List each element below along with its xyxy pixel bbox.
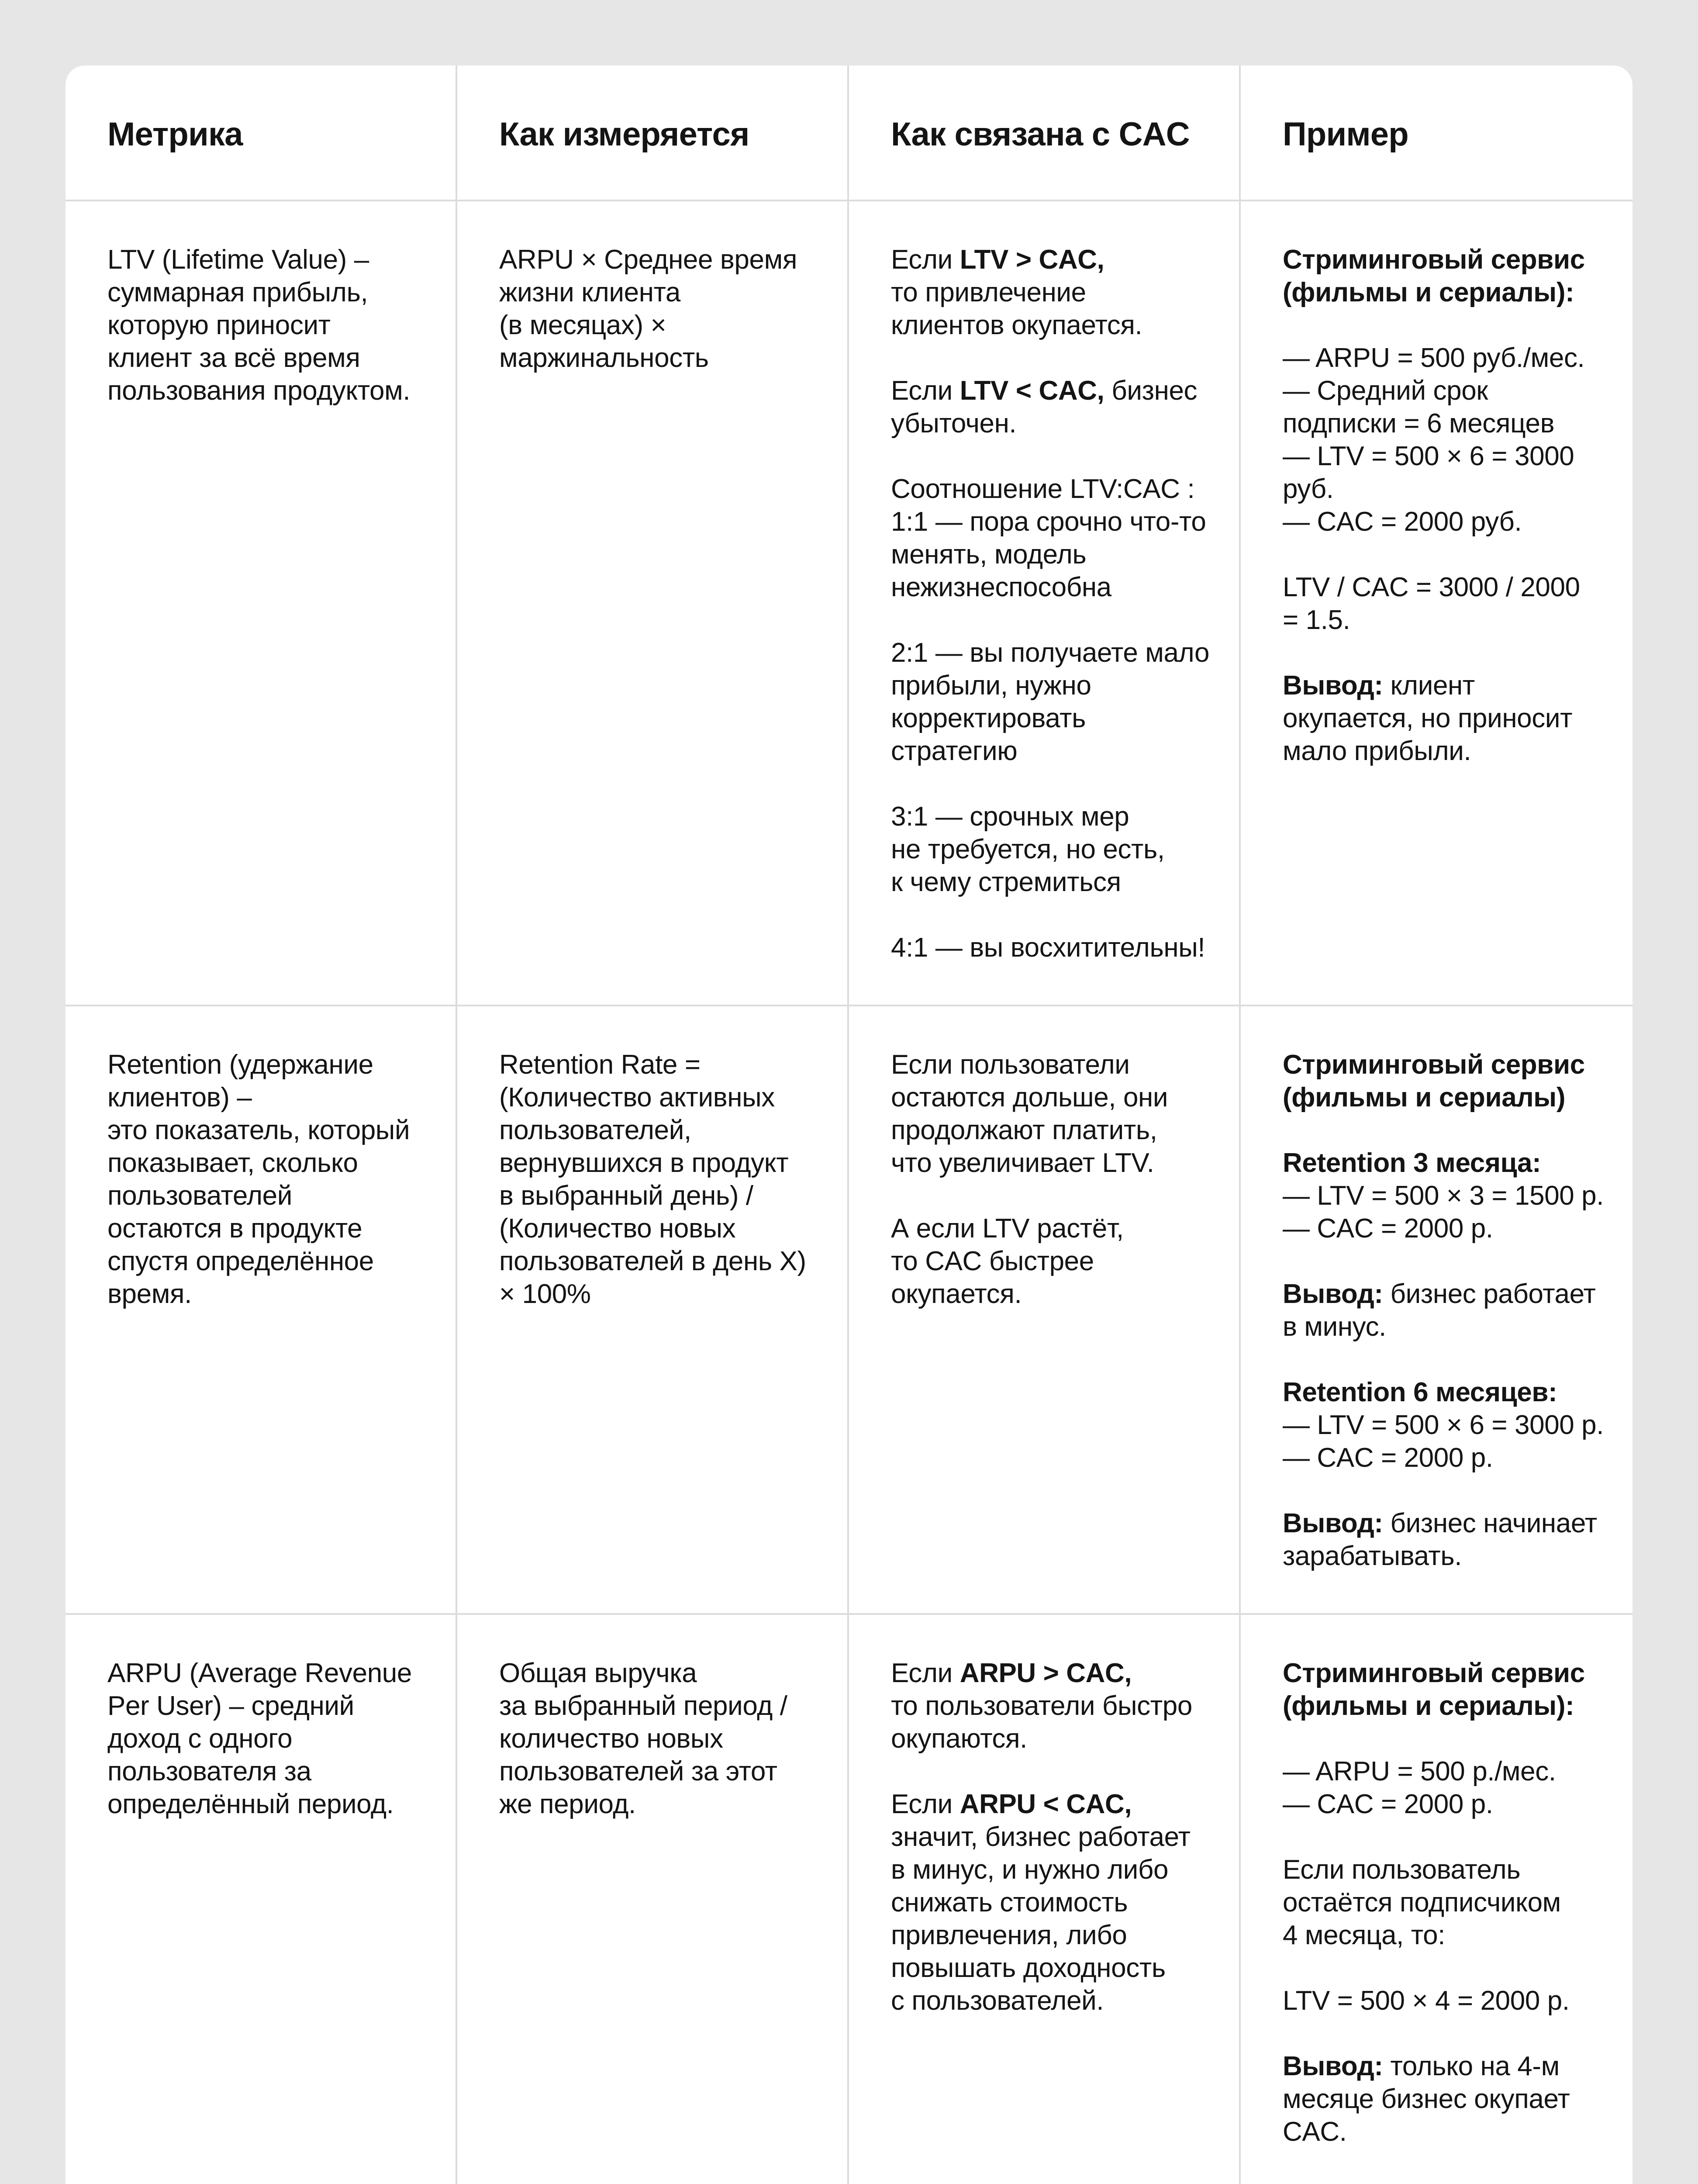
cell-example	[1241, 1006, 1632, 1615]
cell-measure	[457, 201, 849, 1006]
cell-text: ARPU (Average Revenue Per User) – средний доход с одного пользователя за определённый период.	[107, 1658, 412, 1819]
paragraph	[1283, 669, 1608, 767]
paragraph-text: — ARPU = 500 р./мес. — CAC = 2000 р.	[1283, 1756, 1556, 1819]
paragraph	[1283, 1755, 1608, 1821]
paragraph	[1283, 1657, 1608, 1722]
paragraph	[1283, 342, 1608, 538]
paragraph	[891, 1212, 1215, 1310]
paragraph-suffix: — LTV = 500 × 6 = 3000 р. — CAC = 2000 р.	[1283, 1410, 1604, 1473]
paragraph-suffix: значит, бизнес работает в минус, и нужно либо снижать стоимость привлечения, либо повышать доходность с пользователей.	[891, 1822, 1191, 2016]
paragraph-bold: Retention 6 месяцев:	[1283, 1377, 1557, 1407]
paragraph-text: 3:1 — срочных мер не требуется, но есть, к чему стремиться	[891, 802, 1165, 897]
paragraph-text: Если пользователи остаются дольше, они продолжают платить, что увеличивает LTV.	[891, 1050, 1168, 1178]
cell-cac	[849, 201, 1241, 1006]
paragraph	[1283, 1853, 1608, 1952]
paragraph-bold: LTV < CAC,	[959, 376, 1104, 406]
paragraph-suffix: то пользователи быстро окупаются.	[891, 1691, 1192, 1754]
metrics-table	[66, 66, 1632, 2184]
cell-metric	[66, 1615, 457, 2184]
cell-text: Retention Rate = (Количество активных пользователей, вернувшихся в продукт в выбранный день) / (Количество новых пользователей в день X) × 100%	[499, 1050, 806, 1309]
paragraph	[1283, 1147, 1608, 1245]
paragraph	[891, 636, 1215, 767]
paragraph-bold: Стриминговый сервис (фильмы и сериалы)	[1283, 1050, 1585, 1113]
paragraph	[1283, 1984, 1608, 2017]
paragraph	[1283, 2050, 1608, 2148]
paragraph-text: А если LTV растёт, то CAC быстрее окупается.	[891, 1213, 1124, 1309]
paragraph-suffix: клиент окупается, но приносит мало прибыли.	[1283, 670, 1573, 766]
paragraph-text: LTV = 500 × 4 = 2000 р.	[1283, 1986, 1570, 2016]
paragraph-suffix: бизнес начинает зарабатывать.	[1283, 1508, 1597, 1571]
paragraph-bold: Стриминговый сервис (фильмы и сериалы):	[1283, 245, 1585, 308]
paragraph-text: 2:1 — вы получаете мало прибыли, нужно корректировать стратегию	[891, 638, 1210, 766]
paragraph-prefix: Если	[891, 376, 960, 406]
paragraph	[891, 1048, 1215, 1179]
paragraph	[891, 800, 1215, 898]
paragraph-prefix: Если	[891, 245, 960, 275]
paragraph-bold: Вывод:	[1283, 2051, 1383, 2081]
paragraph	[1283, 571, 1608, 636]
paragraph	[1283, 1048, 1608, 1114]
paragraph-bold: Retention 3 месяца:	[1283, 1148, 1541, 1178]
paragraph	[891, 374, 1215, 440]
paragraph-prefix: Если	[891, 1789, 960, 1819]
paragraph-bold: Вывод:	[1283, 1508, 1383, 1538]
header-measure: Как измеряется	[457, 66, 849, 201]
paragraph	[891, 1657, 1215, 1755]
paragraph	[1283, 243, 1608, 309]
paragraph	[891, 1788, 1215, 2017]
cell-text: Retention (удержание клиентов) – это показатель, который показывает, сколько пользователей остаются в продукте спустя определённое время.	[107, 1050, 410, 1309]
paragraph	[891, 931, 1215, 964]
cell-example	[1241, 201, 1632, 1006]
paragraph-text: 4:1 — вы восхитительны!	[891, 933, 1205, 963]
cell-metric	[66, 201, 457, 1006]
paragraph-bold: Вывод:	[1283, 1279, 1383, 1309]
paragraph-suffix: то привлечение клиентов окупается.	[891, 277, 1142, 340]
paragraph-bold: ARPU < CAC,	[959, 1789, 1132, 1819]
paragraph-text: LTV / CAC = 3000 / 2000 = 1.5.	[1283, 572, 1580, 635]
cell-example	[1241, 1615, 1632, 2184]
paragraph	[891, 473, 1215, 604]
paragraph	[1283, 1278, 1608, 1343]
paragraph-suffix: бизнес работает в минус.	[1283, 1279, 1596, 1342]
paragraph-suffix: только на 4-м месяце бизнес окупает CAC.	[1283, 2051, 1570, 2147]
cell-text: LTV (Lifetime Value) – суммарная прибыль, которую приносит клиент за всё время пользования продуктом.	[107, 245, 411, 406]
paragraph	[1283, 1507, 1608, 1572]
cell-text: Общая выручка за выбранный период / количество новых пользователей за этот же период.	[499, 1658, 787, 1819]
paragraph-text: Соотношение LTV:CAC : 1:1 — пора срочно что-то менять, модель нежизнеспособна	[891, 474, 1206, 602]
cell-measure	[457, 1006, 849, 1615]
cell-cac	[849, 1615, 1241, 2184]
paragraph-bold: Стриминговый сервис (фильмы и сериалы):	[1283, 1658, 1585, 1721]
paragraph-prefix: Если	[891, 1658, 960, 1688]
paragraph-text: Если пользователь остаётся подписчиком 4 месяца, то:	[1283, 1855, 1561, 1950]
cell-metric	[66, 1006, 457, 1615]
cell-cac	[849, 1006, 1241, 1615]
paragraph-suffix: бизнес убыточен.	[891, 376, 1198, 439]
paragraph	[891, 243, 1215, 342]
cell-measure	[457, 1615, 849, 2184]
paragraph-text: — ARPU = 500 руб./мес. — Средний срок подписки = 6 месяцев — LTV = 500 × 6 = 3000 руб. — CAC = 2000 руб.	[1283, 343, 1585, 537]
cell-text: ARPU × Среднее время жизни клиента (в месяцах) × маржинальность	[499, 245, 797, 373]
header-example: Пример	[1241, 66, 1632, 201]
paragraph	[1283, 1376, 1608, 1474]
paragraph-bold: Вывод:	[1283, 670, 1383, 701]
header-cac-relation: Как связана с CAC	[849, 66, 1241, 201]
paragraph-bold: LTV > CAC,	[959, 245, 1104, 275]
paragraph-bold: ARPU > CAC,	[959, 1658, 1132, 1688]
paragraph-suffix: — LTV = 500 × 3 = 1500 р. — CAC = 2000 р.	[1283, 1181, 1604, 1244]
header-metric: Метрика	[66, 66, 457, 201]
metrics-table-card	[66, 66, 1632, 2184]
